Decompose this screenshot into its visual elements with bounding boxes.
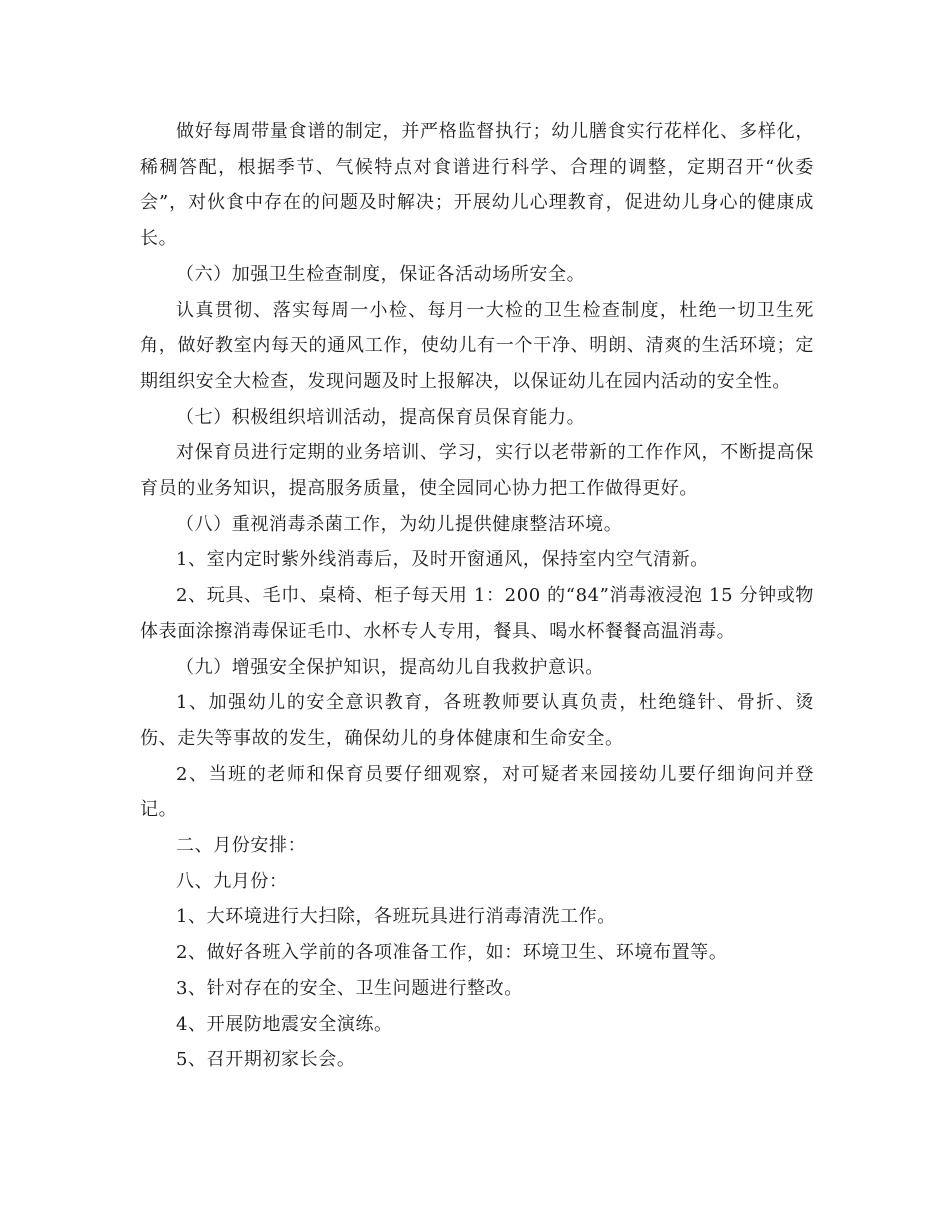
heading-monthly-schedule: 二、月份安排：	[176, 835, 307, 857]
paragraph-staff-training: 对保育员进行定期的业务培训、学习，实行以老带新的工作作风，不断提高保育员的业务知识，提高服务质量，使全园同心协力把工作做得更好。	[140, 442, 814, 500]
list-item-disinfection-2: 2、玩具、毛巾、桌椅、柜子每天用 1：200 的“84”消毒液浸泡 15 分钟或物体表面涂擦消毒保证毛巾、水杯专人专用，餐具、喝水杯餐餐高温消毒。	[140, 585, 814, 642]
heading-section-6: （六）加强卫生检查制度，保证各活动场所安全。	[176, 263, 586, 285]
document-body	[140, 114, 814, 1078]
list-item-month-2: 2、做好各班入学前的各项准备工作，如：环境卫生、环境布置等。	[176, 942, 728, 964]
list-item-month-3: 3、针对存在的安全、卫生问题进行整改。	[176, 977, 523, 999]
heading-aug-sep: 八、九月份：	[176, 870, 288, 892]
list-item-safety-1: 1、加强幼儿的安全意识教育，各班教师要认真负责，杜绝缝针、骨折、烫伤、走失等事故的发生，确保幼儿的身体健康和生命安全。	[140, 692, 814, 749]
heading-section-9: （九）增强安全保护知识，提高幼儿自我救护意识。	[176, 656, 604, 678]
heading-section-7: （七）积极组织培训活动，提高保育员保育能力。	[176, 406, 586, 428]
paragraph-menu-planning: 做好每周带量食谱的制定，并严格监督执行；幼儿膳食实行花样化、多样化，稀稠答配，根据季节、气候特点对食谱进行科学、合理的调整，定期召开“伙委会”，对伙食中存在的问题及时解决；开展幼儿心理教育，促进幼儿身心的健康成长。	[140, 121, 814, 250]
paragraph-hygiene-inspection: 认真贯彻、落实每周一小检、每月一大检的卫生检查制度，杜绝一切卫生死角，做好教室内每天的通风工作，使幼儿有一个干净、明朗、清爽的生活环境；定期组织安全大检查，发现问题及时上报解决，以保证幼儿在园内活动的安全性。	[140, 299, 814, 392]
list-item-month-1: 1、大环境进行大扫除，各班玩具进行消毒清洗工作。	[176, 906, 616, 928]
heading-section-8: （八）重视消毒杀菌工作，为幼儿提供健康整洁环境。	[176, 513, 623, 535]
list-item-safety-2: 2、当班的老师和保育员要仔细观察，对可疑者来园接幼儿要仔细询问并登记。	[140, 763, 814, 821]
list-item-month-4: 4、开展防地震安全演练。	[176, 1013, 393, 1035]
list-item-disinfection-1: 1、室内定时紫外线消毒后，及时开窗通风，保持室内空气清新。	[176, 549, 709, 571]
list-item-month-5: 5、召开期初家长会。	[176, 1049, 356, 1071]
